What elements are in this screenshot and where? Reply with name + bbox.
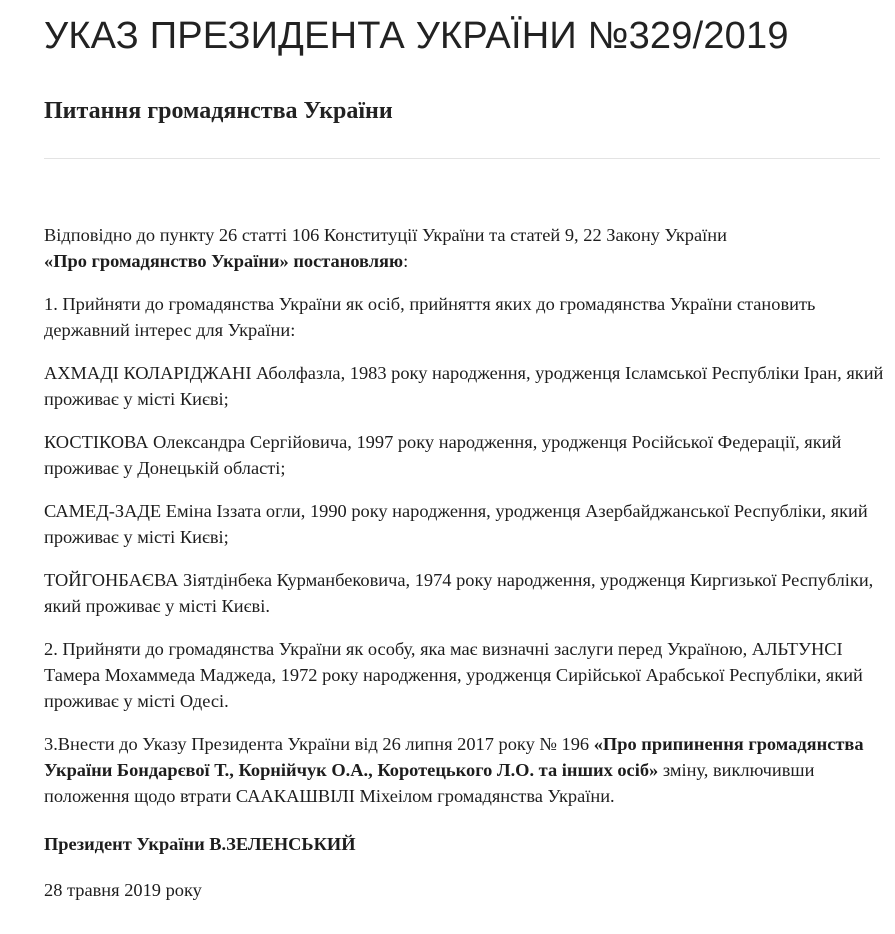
item-1-paragraph: 1. Прийняти до громадянства України як осіб, прийняття яких до громадянства України становить державний інтерес для України: (44, 294, 816, 340)
person-paragraph: ТОЙГОНБАЄВА Зіятдінбека Курманбековича, 1974 року народження, уродженця Киргизької Республіки, який проживає у місті Києві. (44, 570, 874, 616)
intro-paragraph (44, 222, 884, 274)
person-paragraph: САМЕД-ЗАДЕ Еміна Іззата огли, 1990 року народження, уродженця Азербайджанської Республіки, який проживає у місті Києві; (44, 501, 868, 547)
document-body (44, 222, 884, 920)
signature: Президент України В.ЗЕЛЕНСЬКИЙ (44, 834, 356, 854)
item-3-decree-title: «Про припинення громадянства України Бондарєвої Т., Корнійчук О.А., Коротецького Л.О. та інших осіб» (44, 734, 864, 780)
decree-word: постановляю (293, 251, 404, 271)
person-paragraph: КОСТІКОВА Олександра Сергійовича, 1997 року народження, уродженця Російської Федерації, який проживає у Донецькій області; (44, 432, 842, 478)
law-name: «Про громадянство України» (44, 251, 289, 271)
intro-text: Відповідно до пункту 26 статті 106 Конституції України та статей 9, 22 Закону України (44, 225, 727, 245)
item-3-paragraph (44, 731, 884, 809)
item-2-paragraph: 2. Прийняти до громадянства України як особу, яка має визначні заслуги перед Україною, АЛЬТУНСІ Тамера Мохаммеда Маджеда, 1972 року народження, уродженця Сирійської Арабської Республіки, який проживає у місті Одесі. (44, 639, 863, 711)
page-title: УКАЗ ПРЕЗИДЕНТА УКРАЇНИ №329/2019 (44, 15, 789, 57)
item-3-text: 3.Внести до Указу Президента України від 26 липня 2017 року № 196 (44, 734, 594, 754)
divider (44, 158, 880, 159)
person-paragraph: АХМАДІ КОЛАРІДЖАНІ Аболфазла, 1983 року народження, уродженця Ісламської Республіки Іран, який проживає у місті Києві; (44, 363, 884, 409)
item-3-text-after: зміну, виключивши положення щодо втрати СААКАШВІЛІ Міхеілом громадянства України. (44, 760, 815, 806)
decree-date: 28 травня 2019 року (44, 880, 202, 900)
intro-colon: : (403, 251, 409, 271)
page-subtitle: Питання громадянства України (44, 98, 393, 124)
